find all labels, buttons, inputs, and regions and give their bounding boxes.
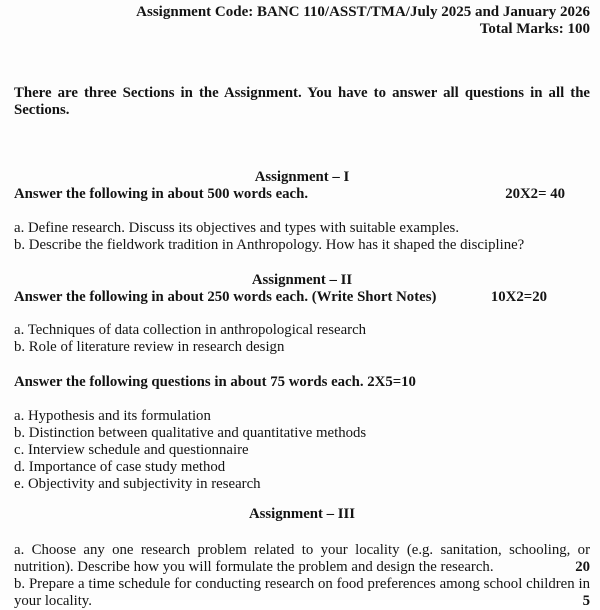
question-a-marks: 20: [575, 559, 590, 575]
assignment-2-title: Assignment – II: [251, 272, 353, 288]
question-b-line-2-row: [14, 593, 590, 610]
assignment-1-instruction: Answer the following in about 500 words each.: [14, 186, 309, 202]
total-marks-line: Total Marks: 100: [479, 21, 590, 37]
short-question-item: d. Importance of case study method: [14, 459, 226, 475]
intro-note: [14, 85, 590, 119]
question-item: a. Techniques of data collection in anthropological research: [14, 322, 367, 338]
assignment-3-question-a: [14, 542, 590, 576]
question-a-line-2: nutrition). Describe how you will formulate the problem and design the research.: [14, 559, 494, 575]
assignment-2-questions: [14, 322, 590, 356]
assignment-1-title: Assignment – I: [254, 169, 350, 185]
assignment-3-question-b: [14, 576, 590, 610]
question-b-marks: 5: [582, 593, 590, 609]
assignment-1-instruction-row: [14, 186, 590, 203]
short-question-item: e. Objectivity and subjectivity in research: [14, 476, 261, 492]
intro-line-1: There are three Sections in the Assignment. You have to answer all questions in all the: [14, 85, 590, 101]
assignment-2-instruction-row: [14, 289, 590, 306]
short-questions-list: [14, 408, 590, 493]
assignment-1-questions: [14, 220, 590, 254]
document-header: [14, 4, 590, 38]
question-a-line-2-row: [14, 559, 590, 576]
short-question-item: b. Distinction between qualitative and quantitative methods: [14, 425, 367, 441]
assignment-3-title: Assignment – III: [248, 506, 356, 522]
question-item: b. Role of literature review in research design: [14, 339, 285, 355]
question-a-line-1: a. Choose any one research problem related to your locality (e.g. sanitation, schooling, or: [14, 542, 590, 558]
short-question-item: a. Hypothesis and its formulation: [14, 408, 211, 424]
intro-line-2: Sections.: [14, 102, 70, 118]
question-item: b. Describe the fieldwork tradition in Anthropology. How has it shaped the discipline?: [14, 237, 525, 253]
assignment-2-instruction: Answer the following in about 250 words each. (Write Short Notes): [14, 289, 437, 305]
short-question-item: c. Interview schedule and questionnaire: [14, 442, 249, 458]
assignment-2-marks: 10X2=20: [490, 289, 547, 305]
question-b-line-2: your locality.: [14, 593, 92, 609]
question-b-line-1: b. Prepare a time schedule for conducting research on food preferences among school children in: [14, 576, 590, 592]
question-item: a. Define research. Discuss its objectives and types with suitable examples.: [14, 220, 460, 236]
assignment-1-marks: 20X2= 40: [505, 186, 565, 202]
short-notes-instruction: Answer the following questions in about 75 words each. 2X5=10: [14, 374, 416, 390]
assignment-code-line: Assignment Code: BANC 110/ASST/TMA/July 2025 and January 2026: [136, 4, 590, 20]
